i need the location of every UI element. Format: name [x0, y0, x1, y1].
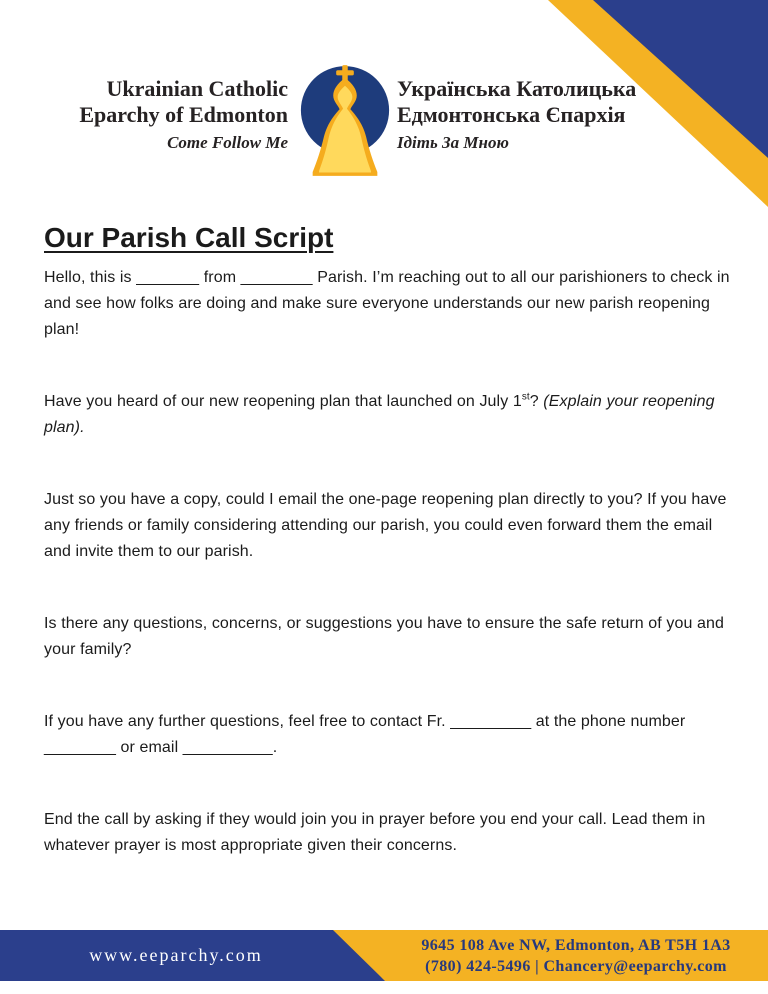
document-content [44, 221, 734, 905]
letterhead-ukrainian [397, 76, 697, 155]
script-paragraph-questions: Is there any questions, concerns, or suggestions you have to ensure the safe return of you and your family? [44, 615, 725, 658]
script-paragraph-intro: Hello, this is _______ from ________ Parish. I’m reaching out to all our parishioners to check in and see how folks are doing and make sure everyone understands our new parish reopening plan! [44, 269, 730, 338]
ordinal-superscript: st [521, 391, 530, 403]
eparchy-logo [296, 64, 394, 178]
org-name-uk-line2: Едмонтонська Єпархія [397, 102, 626, 127]
letterhead-english [28, 76, 288, 155]
paragraph-text: Have you heard of our new reopening plan that launched on July 1 [44, 393, 522, 410]
script-paragraph-email-copy: Just so you have a copy, could I email the one-page reopening plan directly to you? If you have any friends or family considering attending our parish, you could even forward them the email and invite them to our parish. [44, 491, 727, 560]
footer-phone-email: (780) 424-5496 | Chancery@eeparchy.com [425, 957, 727, 975]
org-name-en-line1: Ukrainian Catholic [106, 76, 288, 101]
script-paragraph-contact: If you have any further questions, feel free to contact Fr. _________ at the phone number ________ or email __________. [44, 713, 686, 756]
org-name-en-line2: Eparchy of Edmonton [79, 102, 288, 127]
motto-uk: Ідіть За Мною [397, 133, 509, 152]
footer-contact-block [392, 930, 760, 981]
church-dome-icon [296, 64, 394, 178]
footer-address: 9645 108 Ave NW, Edmonton, AB T5H 1A3 [421, 936, 731, 954]
footer-website: www.eeparchy.com [89, 945, 263, 965]
paragraph-italic-note: (Explain your reopening plan). [44, 393, 715, 436]
page-title: Our Parish Call Script [44, 222, 334, 253]
org-name-uk-line1: Українська Католицька [397, 76, 637, 101]
script-paragraph-reopening-plan [44, 389, 734, 441]
footer-band [0, 930, 768, 981]
motto-en: Come Follow Me [167, 133, 288, 152]
script-paragraph-prayer: End the call by asking if they would join you in prayer before you end your call. Lead them in whatever prayer is most appropriate given their concerns. [44, 811, 706, 854]
paragraph-text: ? [529, 393, 544, 410]
